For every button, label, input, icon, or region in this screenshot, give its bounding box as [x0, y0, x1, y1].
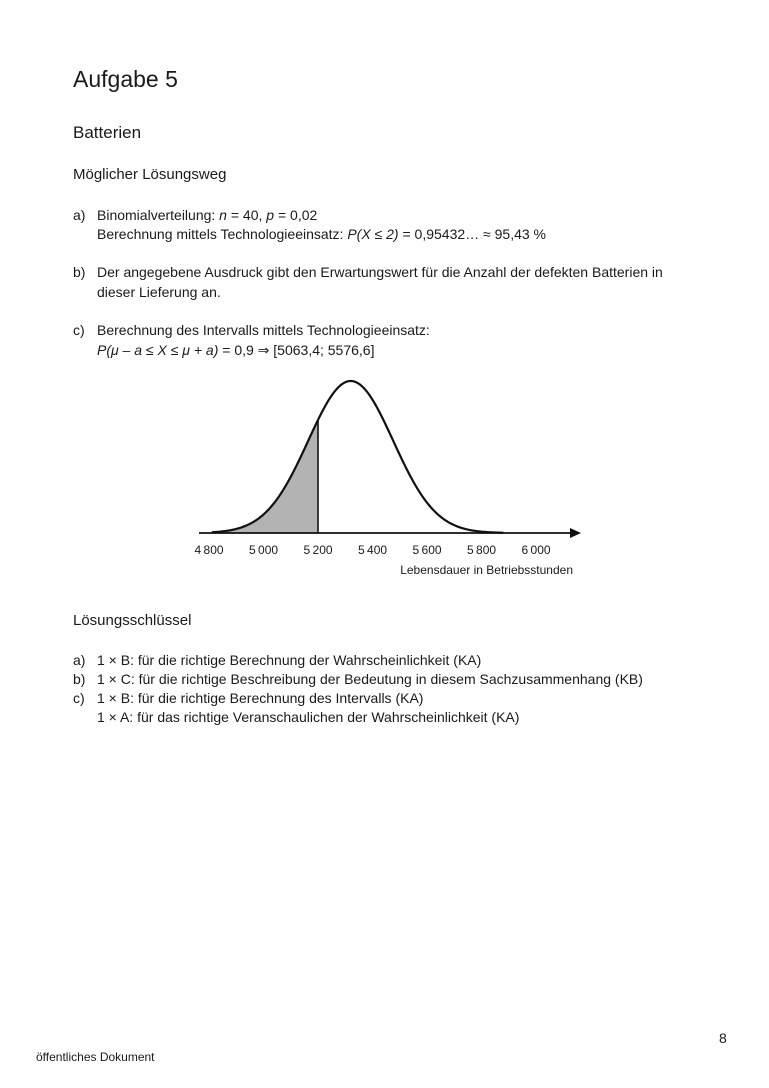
x-tick-label: 4 800 [194, 543, 224, 557]
item-a-line2: Berechnung mittels Technologieeinsatz: P(X ≤ 2) = 0,95432… ≈ 95,43 % [97, 226, 546, 242]
footer-note: öffentliches Dokument [36, 1050, 155, 1064]
item-c-line1: Berechnung des Intervalls mittels Technologieeinsatz: [97, 322, 430, 338]
key-label-c: c) [73, 690, 85, 706]
key-label-b: b) [73, 671, 86, 687]
x-axis-arrow [570, 528, 581, 538]
x-tick-label: 5 000 [248, 543, 279, 557]
item-b-label: b) [73, 264, 86, 280]
key-label-a: a) [73, 652, 86, 668]
item-a-label: a) [73, 207, 86, 223]
key-text-b: 1 × C: für die richtige Beschreibung der Bedeutung in diesem Sachzusammenhang (KB) [97, 671, 643, 687]
schluessel-heading: Lösungsschlüssel [73, 612, 192, 629]
item-c-line2: P(μ – a ≤ X ≤ μ + a) = 0,9 ⇒ [5063,4; 5576,6] [97, 342, 375, 358]
page-number: 8 [719, 1030, 727, 1046]
loesungsweg-heading: Möglicher Lösungsweg [73, 166, 227, 183]
x-tick-label: 6 000 [521, 543, 551, 557]
item-c-label: c) [73, 322, 85, 338]
shaded-area [212, 420, 318, 533]
x-tick-label: 5 800 [466, 543, 497, 557]
item-b-line1: Der angegebene Ausdruck gibt den Erwartungswert für die Anzahl der defekten Batterien in [97, 264, 663, 280]
x-tick-label: 5 600 [412, 543, 442, 557]
page-title: Aufgabe 5 [73, 66, 178, 92]
density-curve [212, 381, 504, 533]
x-tick-label: 5 200 [303, 543, 333, 557]
key-text-c2: 1 × A: für das richtige Veranschaulichen der Wahrscheinlichkeit (KA) [97, 709, 520, 725]
x-tick-label: 5 400 [357, 543, 388, 557]
item-a-line1: Binomialverteilung: n = 40, p = 0,02 [97, 207, 318, 223]
key-text-a: 1 × B: für die richtige Berechnung der Wahrscheinlichkeit (KA) [97, 652, 482, 668]
key-text-c: 1 × B: für die richtige Berechnung des Intervalls (KA) [97, 690, 424, 706]
section-title: Batterien [73, 123, 142, 142]
item-b-line2: dieser Lieferung an. [97, 284, 221, 300]
x-axis-label: Lebensdauer in Betriebsstunden [400, 563, 573, 577]
